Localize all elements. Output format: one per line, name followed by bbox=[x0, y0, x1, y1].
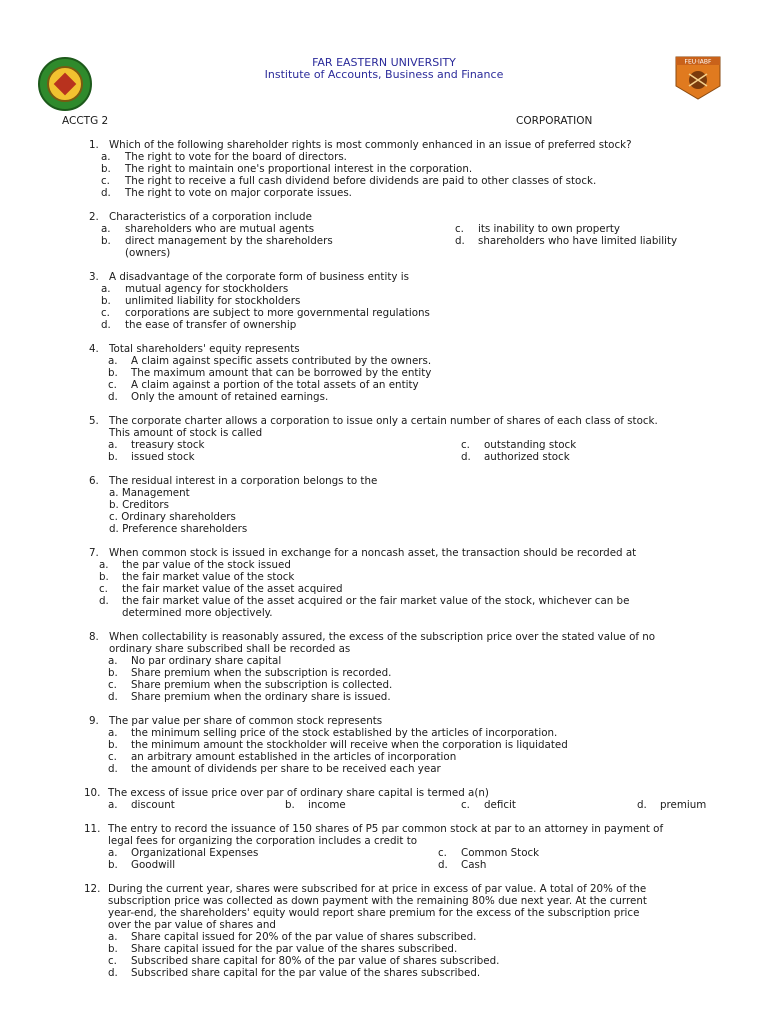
choice-text: d. Preference shareholders bbox=[109, 523, 248, 535]
choice-text: the fair market value of the stock bbox=[122, 571, 295, 583]
choice-text: The right to vote for the board of directors. bbox=[125, 151, 347, 163]
question-number: 1. bbox=[89, 139, 99, 151]
choice-text: Share capital issued for 20% of the par value of shares subscribed. bbox=[131, 931, 477, 943]
choice-letter: a. bbox=[101, 151, 111, 163]
choice-letter: d. bbox=[99, 595, 109, 607]
choice-text: A claim against specific assets contributed by the owners. bbox=[131, 355, 432, 367]
choice-letter: d. bbox=[108, 967, 118, 979]
choice-letter: b. bbox=[108, 367, 118, 379]
choice-text: the par value of the stock issued bbox=[122, 559, 291, 571]
choice-letter: c. bbox=[461, 439, 470, 451]
choice-letter: b. bbox=[108, 451, 118, 463]
choice-letter: a. bbox=[99, 559, 109, 571]
choice-letter: a. bbox=[108, 931, 118, 943]
choice-text: treasury stock bbox=[131, 439, 205, 451]
question-stem: During the current year, shares were subscribed for at price in excess of par value. A total of 20% of the bbox=[108, 883, 647, 895]
question-stem: The par value per share of common stock represents bbox=[109, 715, 383, 727]
university-name: FAR EASTERN UNIVERSITY bbox=[312, 56, 456, 69]
question-number: 12. bbox=[84, 883, 101, 895]
choice-letter: a. bbox=[108, 655, 118, 667]
question-stem: The residual interest in a corporation belongs to the bbox=[109, 475, 378, 487]
choice-letter: d. bbox=[108, 691, 118, 703]
choice-letter: c. bbox=[438, 847, 447, 859]
choice-letter: d. bbox=[461, 451, 471, 463]
choice-text: direct management by the shareholders bbox=[125, 235, 333, 247]
question-number: 2. bbox=[89, 211, 99, 223]
choice-letter: d. bbox=[101, 187, 111, 199]
choice-text: Common Stock bbox=[461, 847, 540, 859]
choice-text: discount bbox=[131, 799, 175, 811]
choice-letter: d. bbox=[455, 235, 465, 247]
question-stem-continued: year-end, the shareholders' equity would report share premium for the excess of the subscription price bbox=[108, 907, 640, 919]
choice-text-continued: (owners) bbox=[125, 247, 171, 259]
question-stem: When common stock is issued in exchange for a noncash asset, the transaction should be recorded at bbox=[109, 547, 637, 559]
question-stem: A disadvantage of the corporate form of business entity is bbox=[109, 271, 409, 283]
choice-text: Share capital issued for the par value of the shares subscribed. bbox=[131, 943, 458, 955]
choice-letter: c. bbox=[461, 799, 470, 811]
choice-text: shareholders who are mutual agents bbox=[125, 223, 315, 235]
choice-text: c. Ordinary shareholders bbox=[109, 511, 236, 523]
choice-text: the fair market value of the asset acquired bbox=[122, 583, 343, 595]
choice-text: Share premium when the subscription is collected. bbox=[131, 679, 393, 691]
choice-text: the amount of dividends per share to be received each year bbox=[131, 763, 441, 775]
question-number: 6. bbox=[89, 475, 99, 487]
institute-name: Institute of Accounts, Business and Finance bbox=[264, 68, 504, 81]
choice-letter: b. bbox=[108, 667, 118, 679]
choice-text: Goodwill bbox=[131, 859, 176, 871]
choice-text: The right to vote on major corporate issues. bbox=[125, 187, 352, 199]
choice-letter: c. bbox=[101, 175, 110, 187]
choice-text: the minimum selling price of the stock established by the articles of incorporation. bbox=[131, 727, 558, 739]
choice-letter: a. bbox=[108, 799, 118, 811]
question-stem-continued: This amount of stock is called bbox=[109, 427, 263, 439]
question-number: 7. bbox=[89, 547, 99, 559]
choice-letter: c. bbox=[108, 955, 117, 967]
question-stem-continued: over the par value of shares and bbox=[108, 919, 276, 931]
choice-text: Cash bbox=[461, 859, 487, 871]
choice-letter: b. bbox=[101, 163, 111, 175]
choice-text: outstanding stock bbox=[484, 439, 577, 451]
choice-letter: b. bbox=[108, 943, 118, 955]
choice-text: The maximum amount that can be borrowed by the entity bbox=[131, 367, 432, 379]
choice-letter: c. bbox=[455, 223, 464, 235]
question-number: 8. bbox=[89, 631, 99, 643]
question-stem-continued: legal fees for organizing the corporation includes a credit to bbox=[108, 835, 418, 847]
choice-letter: d. bbox=[438, 859, 448, 871]
question-number: 11. bbox=[84, 823, 101, 835]
question-stem: The entry to record the issuance of 150 shares of P5 par common stock at par to an attorney in payment of bbox=[108, 823, 664, 835]
choice-letter: a. bbox=[108, 439, 118, 451]
question-number: 4. bbox=[89, 343, 99, 355]
question-number: 10. bbox=[84, 787, 101, 799]
choice-text: The right to receive a full cash dividend before dividends are paid to other classes of stock. bbox=[125, 175, 597, 187]
question-stem: The excess of issue price over par of ordinary share capital is termed a(n) bbox=[108, 787, 489, 799]
choice-letter: a. bbox=[108, 355, 118, 367]
choice-text: issued stock bbox=[131, 451, 195, 463]
choice-text: unlimited liability for stockholders bbox=[125, 295, 301, 307]
choice-letter: d. bbox=[108, 763, 118, 775]
choice-letter: c. bbox=[108, 751, 117, 763]
choice-text: Subscribed share capital for 80% of the par value of shares subscribed. bbox=[131, 955, 500, 967]
choice-text: a. Management bbox=[109, 487, 190, 499]
question-stem: Total shareholders' equity represents bbox=[109, 343, 300, 355]
choice-text: No par ordinary share capital bbox=[131, 655, 282, 667]
choice-text: the minimum amount the stockholder will receive when the corporation is liquidated bbox=[131, 739, 568, 751]
question-number: 9. bbox=[89, 715, 99, 727]
choice-text: Organizational Expenses bbox=[131, 847, 259, 859]
choice-text: mutual agency for stockholders bbox=[125, 283, 289, 295]
choice-text: corporations are subject to more governmental regulations bbox=[125, 307, 430, 319]
choice-text: The right to maintain one's proportional interest in the corporation. bbox=[125, 163, 473, 175]
choice-text: Subscribed share capital for the par value of the shares subscribed. bbox=[131, 967, 481, 979]
choice-text: Share premium when the subscription is recorded. bbox=[131, 667, 392, 679]
choice-text: authorized stock bbox=[484, 451, 570, 463]
choice-text-continued: determined more objectively. bbox=[122, 607, 273, 619]
choice-letter: b. bbox=[108, 739, 118, 751]
choice-text: the ease of transfer of ownership bbox=[125, 319, 297, 331]
choice-letter: a. bbox=[108, 847, 118, 859]
question-stem: Characteristics of a corporation include bbox=[109, 211, 312, 223]
question-number: 3. bbox=[89, 271, 99, 283]
choice-text: its inability to own property bbox=[478, 223, 620, 235]
choice-letter: c. bbox=[99, 583, 108, 595]
choice-letter: c. bbox=[108, 379, 117, 391]
choice-letter: b. bbox=[285, 799, 295, 811]
choice-text: income bbox=[308, 799, 346, 811]
course-code: ACCTG 2 bbox=[62, 115, 109, 127]
question-stem: When collectability is reasonably assured, the excess of the subscription price over the stated value of no bbox=[109, 631, 656, 643]
choice-text: A claim against a portion of the total assets of an entity bbox=[131, 379, 419, 391]
choice-letter: b. bbox=[108, 859, 118, 871]
choice-letter: b. bbox=[101, 295, 111, 307]
choice-text: the fair market value of the asset acquired or the fair market value of the stock, whichever can be bbox=[122, 595, 630, 607]
choice-text: Only the amount of retained earnings. bbox=[131, 391, 329, 403]
choice-letter: c. bbox=[108, 679, 117, 691]
choice-letter: a. bbox=[101, 283, 111, 295]
choice-letter: b. bbox=[99, 571, 109, 583]
choice-text: b. Creditors bbox=[109, 499, 169, 511]
choice-text: an arbitrary amount established in the articles of incorporation bbox=[131, 751, 457, 763]
page-title: CORPORATION bbox=[516, 115, 593, 127]
choice-letter: b. bbox=[101, 235, 111, 247]
choice-text: deficit bbox=[484, 799, 516, 811]
choice-letter: a. bbox=[108, 727, 118, 739]
question-stem-continued: subscription price was collected as down payment with the remaining 80% due next year. At the current bbox=[108, 895, 647, 907]
choice-letter: c. bbox=[101, 307, 110, 319]
choice-letter: a. bbox=[101, 223, 111, 235]
choice-letter: d. bbox=[101, 319, 111, 331]
question-stem: Which of the following shareholder rights is most commonly enhanced in an issue of preferred stock? bbox=[109, 139, 632, 151]
svg-text:FEU·IABF: FEU·IABF bbox=[684, 58, 712, 66]
question-stem: The corporate charter allows a corporation to issue only a certain number of shares of each class of stock. bbox=[109, 415, 658, 427]
choice-letter: d. bbox=[637, 799, 647, 811]
question-stem-continued: ordinary share subscribed shall be recorded as bbox=[109, 643, 351, 655]
choice-text: shareholders who have limited liability bbox=[478, 235, 678, 247]
choice-text: Share premium when the ordinary share is issued. bbox=[131, 691, 391, 703]
choice-text: premium bbox=[660, 799, 707, 811]
choice-letter: d. bbox=[108, 391, 118, 403]
question-number: 5. bbox=[89, 415, 99, 427]
